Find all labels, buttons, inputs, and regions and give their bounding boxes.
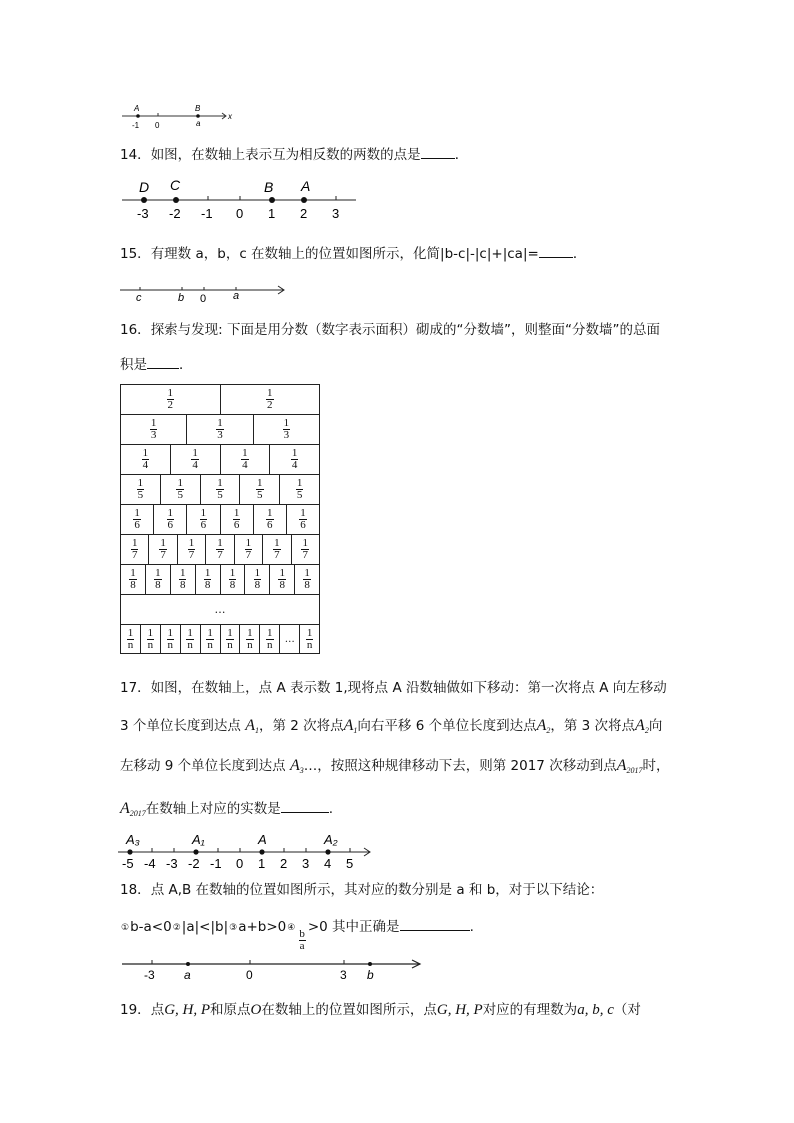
fraction: $\frac{1}{6}$ — [167, 507, 173, 531]
answer-blank[interactable] — [281, 798, 329, 813]
point-A1: $A_1$ — [343, 717, 358, 735]
q14-number-line — [122, 174, 357, 226]
question-text: 点 A,B 在数轴的位置如图所示，其对应的数分别是 a 和 b，对于以下结论： — [150, 882, 604, 898]
q17-tick: -4 — [144, 856, 156, 871]
fraction: $\frac{1}{n}$ — [167, 626, 174, 651]
fraction-wall-row — [120, 534, 320, 564]
fraction-wall — [120, 384, 320, 656]
fraction-wall-cell — [270, 565, 295, 594]
q18-tick: 0 — [246, 968, 253, 982]
fraction: $\frac{1}{5}$ — [137, 477, 144, 501]
q17-point-label-A: A — [258, 832, 267, 847]
fraction: $\frac{1}{3}$ — [217, 417, 223, 441]
point-A1: $A_1$ — [245, 717, 259, 735]
fraction: $\frac{1}{2}$ — [167, 387, 173, 411]
fraction: $\frac{1}{2}$ — [267, 387, 273, 411]
fraction-wall-cell — [263, 535, 291, 564]
fraction: $\frac{1}{4}$ — [142, 447, 149, 471]
fraction-wall-cell — [300, 625, 320, 653]
q17-tick: 1 — [258, 856, 266, 871]
q17-point-label-A3: A₃ — [126, 832, 140, 847]
question-text: 探索与发现: 下面是用分数（数字表示面积）砌成的“分数墙”，则整面“分数墙”的总面 — [150, 322, 661, 338]
answer-blank[interactable] — [421, 144, 455, 159]
ellipsis: … — [121, 595, 320, 624]
fraction-wall-cell — [146, 565, 171, 594]
fraction-wall-cell — [292, 535, 320, 564]
q17-point-label-A1: A₁ — [192, 832, 205, 847]
question-17-line3: 左移动 9 个单位长度到达点 $A_3\dots$，按照这种规律移动下去，则第 2017 次移动到点$A_{2017}$时， — [120, 757, 670, 775]
fraction: $\frac{1}{6}$ — [233, 507, 240, 531]
question-19: 19．点G, H, P和原点O在数轴上的位置如图所示，点G, H, P对应的有理数为a, b, c（对 — [120, 1002, 641, 1018]
fraction: $\frac{1}{4}$ — [291, 447, 298, 471]
point-A2017: $A_{2017}$ — [616, 757, 643, 775]
q14-tick: 2 — [300, 206, 308, 221]
fraction-wall-cell — [121, 385, 221, 414]
question-15: 15．有理数 a，b，c 在数轴上的位置如图所示，化简|b-c|-|c|+|ca|= ． — [120, 243, 586, 264]
fraction-wall-cell — [181, 625, 201, 653]
fraction: $\frac{1}{4}$ — [192, 447, 198, 471]
fraction-wall-cell — [270, 445, 320, 474]
answer-blank[interactable] — [147, 354, 179, 369]
q14-tick: -1 — [201, 206, 213, 221]
fraction-wall-cell — [196, 565, 221, 594]
q17-tick: -3 — [166, 856, 178, 871]
top-axis-label-A: A — [134, 104, 140, 113]
fraction-wall-cell — [187, 505, 220, 534]
fraction: $\frac{1}{8}$ — [130, 567, 136, 591]
fraction: $\frac{1}{7}$ — [217, 537, 223, 561]
option-circle-2: ② — [172, 923, 181, 933]
q18-tick: 3 — [340, 968, 347, 982]
fraction: $\frac{1}{6}$ — [300, 507, 306, 531]
fraction-wall-cell — [221, 445, 271, 474]
question-number: 15． — [120, 246, 151, 262]
question-number: 19． — [120, 1002, 151, 1018]
question-number: 16． — [120, 322, 151, 338]
q14-tick: 3 — [332, 206, 340, 221]
fraction: $\frac{1}{8}$ — [279, 567, 285, 591]
fraction-wall-row — [120, 384, 320, 414]
fraction: $\frac{1}{6}$ — [267, 507, 273, 531]
question-14: 14．如图，在数轴上表示互为相反数的两数的点是 ． — [120, 144, 468, 165]
fraction-wall-cell — [295, 565, 320, 594]
fraction-wall-cell — [121, 625, 141, 653]
top-axis-tick: -1 — [132, 121, 140, 130]
point-A3: $A_3$ — [289, 757, 304, 775]
point-A2017: $A_{2017}$ — [120, 800, 146, 818]
fraction-wall-cell: … — [280, 625, 300, 653]
fraction: $\frac{1}{8}$ — [204, 567, 211, 591]
question-text: 有理数 a，b，c 在数轴上的位置如图所示，化简|b-c|-|c|+|ca|= — [150, 246, 539, 262]
fraction-wall-cell — [235, 535, 263, 564]
fraction-wall-cell — [121, 415, 187, 444]
question-number: 14． — [120, 147, 151, 163]
question-number: 17． — [120, 680, 151, 696]
fraction: $\frac{1}{3}$ — [283, 417, 290, 441]
fraction: $\frac{1}{n}$ — [227, 626, 233, 651]
fraction-wall-cell — [154, 505, 187, 534]
fraction-wall-cell — [280, 475, 320, 504]
fraction-wall-cell — [240, 625, 260, 653]
fraction: $\frac{1}{n}$ — [187, 626, 193, 651]
fraction: $\frac{1}{7}$ — [302, 537, 308, 561]
fraction-wall-cell — [141, 625, 161, 653]
q17-number-line — [118, 828, 378, 872]
fraction: $\frac{1}{n}$ — [247, 626, 253, 651]
q15-number-line — [120, 278, 290, 304]
question-16-line2: 积是 ． — [120, 354, 193, 375]
question-17-line4: $A_{2017}$在数轴上对应的实数是 . — [120, 800, 334, 818]
top-number-line — [118, 100, 238, 130]
fraction: $\frac{1}{8}$ — [304, 567, 310, 591]
question-number: 18． — [120, 882, 151, 898]
fraction-wall-row — [120, 474, 320, 504]
q17-tick: -1 — [210, 856, 222, 871]
fraction: $\frac{1}{5}$ — [177, 477, 183, 501]
fraction-wall-cell — [254, 505, 287, 534]
fraction-wall-cell — [161, 625, 181, 653]
fraction-wall-cell — [121, 445, 171, 474]
fraction: $\frac{1}{6}$ — [134, 507, 140, 531]
fraction-wall-cell — [221, 565, 246, 594]
q18-tick: -3 — [144, 968, 155, 982]
fraction-wall-cell — [121, 505, 154, 534]
question-16-line1 — [120, 320, 660, 340]
fraction: $\frac{1}{8}$ — [254, 567, 261, 591]
q17-point-label-A2: A₂ — [324, 832, 338, 847]
fraction: $\frac{1}{8}$ — [179, 567, 186, 591]
fraction-wall-cell — [221, 625, 241, 653]
fraction: $\frac{1}{n}$ — [147, 626, 154, 651]
fraction: $\frac{1}{7}$ — [245, 537, 252, 561]
fraction-wall-cell — [206, 535, 234, 564]
top-axis-tick: a — [196, 119, 201, 128]
q18-tick-b: b — [367, 968, 374, 982]
q14-tick: 1 — [268, 206, 276, 221]
fraction-wall-row — [120, 564, 320, 594]
q14-tick: -2 — [169, 206, 181, 221]
fraction-b-over-a: $\frac{b}{a}$ — [299, 928, 305, 952]
q17-tick: 4 — [324, 856, 332, 871]
question-17-line1 — [120, 678, 667, 698]
fraction-wall-cell — [161, 475, 201, 504]
fraction-wall-row — [120, 504, 320, 534]
fraction-wall-cell — [171, 565, 196, 594]
fraction: $\frac{1}{4}$ — [242, 447, 248, 471]
q14-point-label-A: A — [301, 178, 311, 194]
fraction: $\frac{1}{7}$ — [274, 537, 280, 561]
fraction-wall-ellipsis-row — [120, 594, 320, 624]
fraction-wall-cell — [121, 475, 161, 504]
question-text: 如图，在数轴上表示互为相反数的两数的点是 — [150, 147, 421, 163]
fraction: $\frac{1}{n}$ — [207, 626, 213, 651]
q17-tick: 3 — [302, 856, 310, 871]
fraction-wall-cell — [221, 385, 321, 414]
fraction: $\frac{1}{6}$ — [200, 507, 207, 531]
fraction-wall-cell — [240, 475, 280, 504]
q18-tick-a: a — [184, 968, 191, 982]
q14-point-label-B: B — [264, 179, 274, 195]
fraction-wall-row — [120, 414, 320, 444]
fraction: $\frac{1}{8}$ — [155, 567, 161, 591]
question-18-line2: ①b-a<0②|a|<|b|③a+b>0④ $\frac{b}{a}$ >0 其中正确是 . — [120, 916, 474, 952]
fraction: $\frac{1}{n}$ — [127, 626, 134, 651]
fraction-wall-cell — [254, 415, 320, 444]
fraction-wall-cell — [187, 415, 253, 444]
question-17-line2: 3 个单位长度到达点 $A_1$，第 2 次将点$A_1$向右平移 6 个单位长度到达点$A_2$，第 3 次将点$A_2$向 — [120, 717, 663, 735]
top-axis-label-B: B — [195, 104, 201, 113]
q17-tick: -2 — [188, 856, 200, 871]
q14-point-label-C: C — [170, 177, 181, 193]
question-18-line1 — [120, 880, 603, 900]
top-axis-tick: 0 — [155, 121, 160, 130]
fraction-wall-cell — [171, 445, 221, 474]
fraction-wall-row — [120, 444, 320, 474]
fraction: $\frac{1}{5}$ — [217, 477, 223, 501]
fraction: $\frac{1}{5}$ — [296, 477, 303, 501]
fraction: $\frac{1}{5}$ — [257, 477, 263, 501]
q17-tick: 0 — [236, 856, 244, 871]
fraction: $\frac{1}{7}$ — [131, 537, 138, 561]
q15-label-0: 0 — [200, 293, 207, 304]
fraction-wall-cell — [260, 625, 280, 653]
fraction: $\frac{1}{7}$ — [160, 537, 166, 561]
fraction-wall-cell — [178, 535, 206, 564]
fraction: $\frac{1}{n}$ — [267, 626, 273, 651]
fraction-wall-row-n — [120, 624, 320, 654]
q17-tick: -5 — [122, 856, 134, 871]
q18-number-line — [122, 954, 427, 982]
fraction: $\frac{1}{3}$ — [150, 417, 157, 441]
fraction-wall-cell — [221, 505, 254, 534]
answer-blank[interactable] — [400, 916, 470, 931]
fraction-wall-cell — [287, 505, 320, 534]
top-axis-var: x — [228, 112, 232, 121]
option-circle-1: ① — [121, 923, 130, 933]
point-A2: $A_2$ — [536, 717, 551, 735]
q15-label-b: b — [178, 292, 185, 304]
point-A2: $A_2$ — [635, 717, 649, 735]
fraction-wall-cell — [121, 535, 149, 564]
q15-label-c: c — [136, 292, 142, 304]
option-circle-4: ④ — [287, 923, 296, 933]
fraction: $\frac{1}{8}$ — [229, 567, 236, 591]
fraction: $\frac{1}{7}$ — [188, 537, 195, 561]
option-circle-3: ③ — [229, 923, 238, 933]
fraction-wall-cell — [121, 565, 146, 594]
q14-point-label-D: D — [139, 179, 150, 195]
fraction-wall-cell — [201, 625, 221, 653]
fraction-wall-cell — [201, 475, 241, 504]
answer-blank[interactable] — [539, 243, 573, 258]
q14-tick: 0 — [236, 206, 244, 221]
q15-label-a: a — [233, 290, 240, 302]
fraction: $\frac{1}{n}$ — [306, 626, 313, 651]
q17-tick: 5 — [346, 856, 354, 871]
fraction-wall-cell — [149, 535, 177, 564]
fraction-wall-cell — [245, 565, 270, 594]
q14-tick: -3 — [137, 206, 149, 221]
question-text: 如图，在数轴上，点 A 表示数 1,现将点 A 沿数轴做如下移动：第一次将点 A 向左移动 — [150, 680, 667, 696]
q17-tick: 2 — [280, 856, 288, 871]
